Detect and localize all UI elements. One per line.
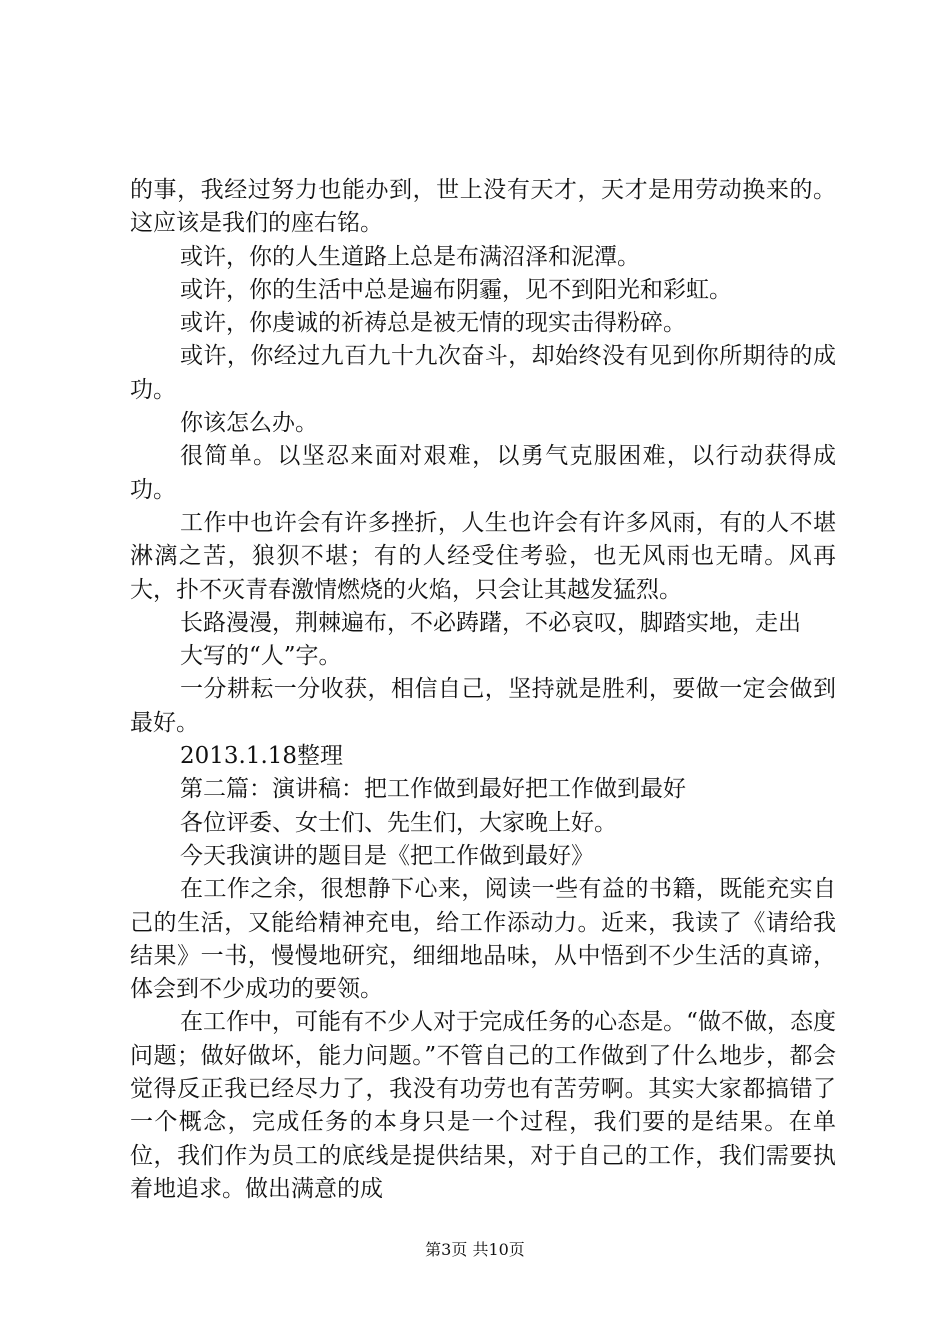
- document-body: [130, 174, 836, 1206]
- paragraph: 一分耕耘一分收获，相信自己，坚持就是胜利，要做一定会做到最好。: [130, 676, 836, 736]
- paragraph: 很简单。以坚忍来面对艰难，以勇气克服困难，以行动获得成功。: [130, 443, 836, 503]
- speech-topic: 今天我演讲的题目是《把工作做到最好》: [180, 842, 594, 869]
- greeting: 各位评委、女士们、先生们，大家晚上好。: [180, 809, 617, 836]
- page-number-footer: 第3页 共10页: [425, 1240, 525, 1259]
- paragraph-continuation: 的事，我经过努力也能办到，世上没有天才，天才是用劳动换来的。这应该是我们的座右铭。: [130, 177, 836, 237]
- paragraph: 你该怎么办。: [180, 410, 318, 437]
- paragraph: 长路漫漫，荆棘遍布，不必踌躇，不必哀叹，脚踏实地，走出: [180, 609, 801, 636]
- date-note: 2013.1.18整理: [180, 743, 344, 770]
- paragraph: 或许，你经过九百九十九次奋斗，却始终没有见到你所期待的成功。: [130, 343, 836, 403]
- paragraph: 在工作中，可能有不少人对于完成任务的心态是。“做不做，态度问题；做好做坏，能力问题。”不管自己的工作做到了什么地步，都会觉得反正我已经尽力了，我没有功劳也有苦劳啊。其实大家都搞错了一个概念，完成任务的本身只是一个过程，我们要的是结果。在单位，我们作为员工的底线是提供结果，对于自己的工作，我们需要执着地追求。做出满意的成: [130, 1009, 836, 1202]
- section-heading: 第二篇：演讲稿：把工作做到最好把工作做到最好: [180, 776, 686, 803]
- paragraph: 或许，你的人生道路上总是布满沼泽和泥潭。: [180, 243, 640, 270]
- paragraph: 在工作之余，很想静下心来，阅读一些有益的书籍，既能充实自己的生活，又能给精神充电，给工作添动力。近来，我读了《请给我结果》一书，慢慢地研究，细细地品味，从中悟到不少生活的真谛，体会到不少成功的要领。: [130, 876, 836, 1003]
- paragraph: 或许，你的生活中总是遍布阴霾，见不到阳光和彩虹。: [180, 276, 732, 303]
- paragraph: 大写的“人”字。: [180, 643, 342, 670]
- paragraph: 或许，你虔诚的祈祷总是被无情的现实击得粉碎。: [180, 310, 686, 337]
- paragraph: 工作中也许会有许多挫折，人生也许会有许多风雨，有的人不堪淋漓之苦，狼狈不堪；有的人经受住考验，也无风雨也无晴。风再大，扑不灭青春激情燃烧的火焰，只会让其越发猛烈。: [130, 509, 836, 603]
